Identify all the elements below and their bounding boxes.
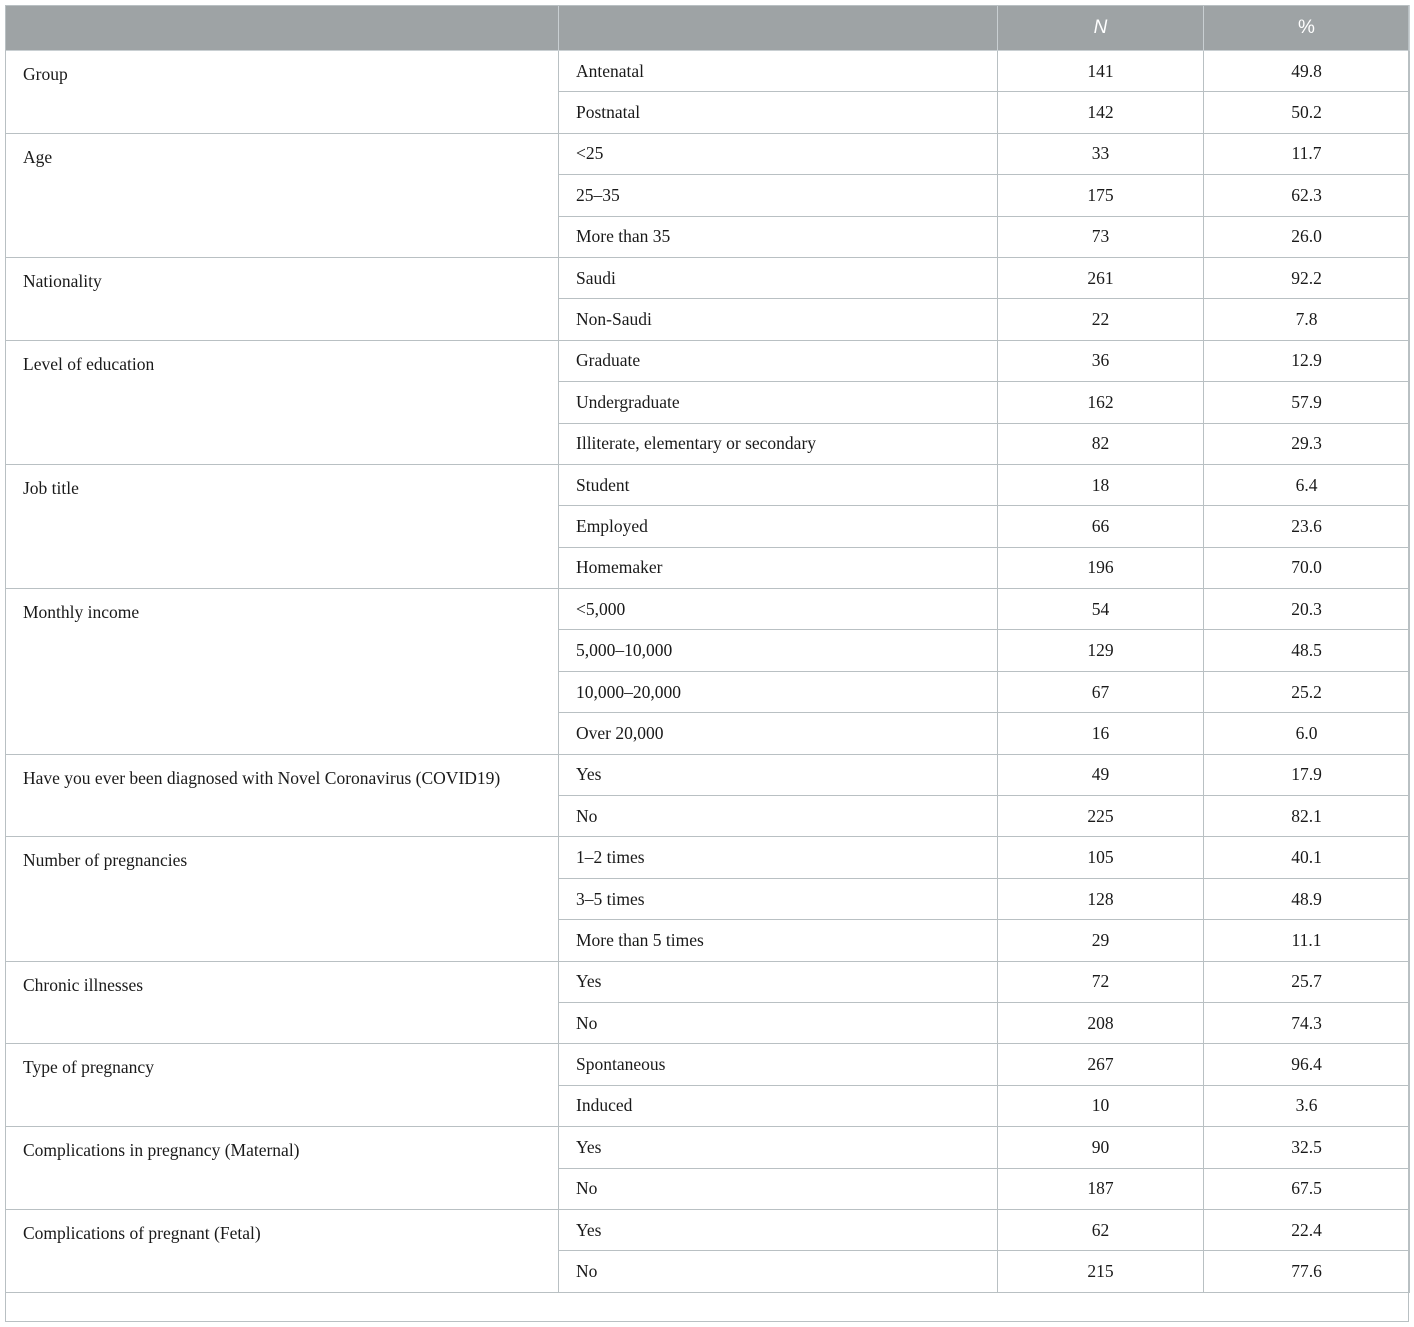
variable-label: Age — [6, 133, 559, 257]
count-cell: 175 — [998, 175, 1204, 216]
table-body — [6, 51, 1410, 1293]
count-cell: 142 — [998, 92, 1204, 133]
count-cell: 72 — [998, 961, 1204, 1002]
percent-cell: 67.5 — [1204, 1168, 1410, 1209]
percent-cell: 7.8 — [1204, 299, 1410, 340]
table-row — [6, 1209, 1410, 1250]
category-cell: Saudi — [559, 257, 998, 298]
count-cell: 18 — [998, 464, 1204, 505]
count-cell: 16 — [998, 713, 1204, 754]
variable-label: Number of pregnancies — [6, 837, 559, 961]
percent-cell: 32.5 — [1204, 1127, 1410, 1168]
count-cell: 10 — [998, 1085, 1204, 1126]
count-cell: 129 — [998, 630, 1204, 671]
category-cell: Spontaneous — [559, 1044, 998, 1085]
percent-cell: 22.4 — [1204, 1209, 1410, 1250]
count-cell: 187 — [998, 1168, 1204, 1209]
category-cell: No — [559, 1168, 998, 1209]
count-cell: 82 — [998, 423, 1204, 464]
count-cell: 162 — [998, 382, 1204, 423]
category-cell: Employed — [559, 506, 998, 547]
variable-label: Complications in pregnancy (Maternal) — [6, 1127, 559, 1210]
count-cell: 36 — [998, 340, 1204, 381]
table-header — [6, 6, 1410, 51]
variable-label: Level of education — [6, 340, 559, 464]
percent-cell: 23.6 — [1204, 506, 1410, 547]
variable-label: Monthly income — [6, 589, 559, 755]
header-category — [559, 6, 998, 51]
category-cell: Yes — [559, 1127, 998, 1168]
count-cell: 105 — [998, 837, 1204, 878]
table-row — [6, 257, 1410, 298]
category-cell: More than 5 times — [559, 920, 998, 961]
header-variable — [6, 6, 559, 51]
category-cell: Student — [559, 464, 998, 505]
category-cell: Homemaker — [559, 547, 998, 588]
percent-cell: 6.0 — [1204, 713, 1410, 754]
table-row — [6, 133, 1410, 174]
variable-label: Nationality — [6, 257, 559, 340]
category-cell: No — [559, 1251, 998, 1292]
count-cell: 73 — [998, 216, 1204, 257]
category-cell: Over 20,000 — [559, 713, 998, 754]
percent-cell: 70.0 — [1204, 547, 1410, 588]
count-cell: 261 — [998, 257, 1204, 298]
count-cell: 128 — [998, 878, 1204, 919]
count-cell: 66 — [998, 506, 1204, 547]
count-cell: 267 — [998, 1044, 1204, 1085]
category-cell: Illiterate, elementary or secondary — [559, 423, 998, 464]
table-row — [6, 464, 1410, 505]
demographics-table — [5, 5, 1410, 1293]
table-row — [6, 1127, 1410, 1168]
category-cell: Yes — [559, 754, 998, 795]
category-cell: Antenatal — [559, 51, 998, 92]
percent-cell: 26.0 — [1204, 216, 1410, 257]
count-cell: 22 — [998, 299, 1204, 340]
percent-cell: 96.4 — [1204, 1044, 1410, 1085]
variable-label: Have you ever been diagnosed with Novel Coronavirus (COVID19) — [6, 754, 559, 837]
table-row — [6, 837, 1410, 878]
percent-cell: 48.9 — [1204, 878, 1410, 919]
percent-cell: 49.8 — [1204, 51, 1410, 92]
count-cell: 67 — [998, 671, 1204, 712]
percent-cell: 48.5 — [1204, 630, 1410, 671]
header-n: N — [998, 6, 1204, 51]
percent-cell: 82.1 — [1204, 796, 1410, 837]
category-cell: <5,000 — [559, 589, 998, 630]
category-cell: 5,000–10,000 — [559, 630, 998, 671]
count-cell: 62 — [998, 1209, 1204, 1250]
count-cell: 49 — [998, 754, 1204, 795]
variable-label: Job title — [6, 464, 559, 588]
count-cell: 225 — [998, 796, 1204, 837]
count-cell: 208 — [998, 1002, 1204, 1043]
percent-cell: 20.3 — [1204, 589, 1410, 630]
percent-cell: 25.7 — [1204, 961, 1410, 1002]
table-row — [6, 754, 1410, 795]
table-row — [6, 51, 1410, 92]
category-cell: 3–5 times — [559, 878, 998, 919]
table-row — [6, 340, 1410, 381]
table-row — [6, 961, 1410, 1002]
count-cell: 54 — [998, 589, 1204, 630]
category-cell: Yes — [559, 1209, 998, 1250]
category-cell: Graduate — [559, 340, 998, 381]
category-cell: Induced — [559, 1085, 998, 1126]
percent-cell: 6.4 — [1204, 464, 1410, 505]
percent-cell: 11.1 — [1204, 920, 1410, 961]
category-cell: 25–35 — [559, 175, 998, 216]
variable-label: Complications of pregnant (Fetal) — [6, 1209, 559, 1292]
count-cell: 90 — [998, 1127, 1204, 1168]
header-percent: % — [1204, 6, 1410, 51]
percent-cell: 62.3 — [1204, 175, 1410, 216]
category-cell: 1–2 times — [559, 837, 998, 878]
percent-cell: 17.9 — [1204, 754, 1410, 795]
category-cell: Non-Saudi — [559, 299, 998, 340]
percent-cell: 25.2 — [1204, 671, 1410, 712]
variable-label: Group — [6, 51, 559, 134]
category-cell: No — [559, 1002, 998, 1043]
percent-cell: 50.2 — [1204, 92, 1410, 133]
table-row — [6, 1044, 1410, 1085]
table-row — [6, 589, 1410, 630]
count-cell: 196 — [998, 547, 1204, 588]
category-cell: Undergraduate — [559, 382, 998, 423]
count-cell: 141 — [998, 51, 1204, 92]
category-cell: 10,000–20,000 — [559, 671, 998, 712]
percent-cell: 29.3 — [1204, 423, 1410, 464]
header-row — [6, 6, 1410, 51]
percent-cell: 11.7 — [1204, 133, 1410, 174]
percent-cell: 12.9 — [1204, 340, 1410, 381]
category-cell: <25 — [559, 133, 998, 174]
category-cell: Postnatal — [559, 92, 998, 133]
percent-cell: 57.9 — [1204, 382, 1410, 423]
count-cell: 29 — [998, 920, 1204, 961]
category-cell: Yes — [559, 961, 998, 1002]
count-cell: 215 — [998, 1251, 1204, 1292]
category-cell: More than 35 — [559, 216, 998, 257]
variable-label: Type of pregnancy — [6, 1044, 559, 1127]
category-cell: No — [559, 796, 998, 837]
percent-cell: 92.2 — [1204, 257, 1410, 298]
percent-cell: 77.6 — [1204, 1251, 1410, 1292]
percent-cell: 40.1 — [1204, 837, 1410, 878]
variable-label: Chronic illnesses — [6, 961, 559, 1044]
count-cell: 33 — [998, 133, 1204, 174]
percent-cell: 3.6 — [1204, 1085, 1410, 1126]
percent-cell: 74.3 — [1204, 1002, 1410, 1043]
